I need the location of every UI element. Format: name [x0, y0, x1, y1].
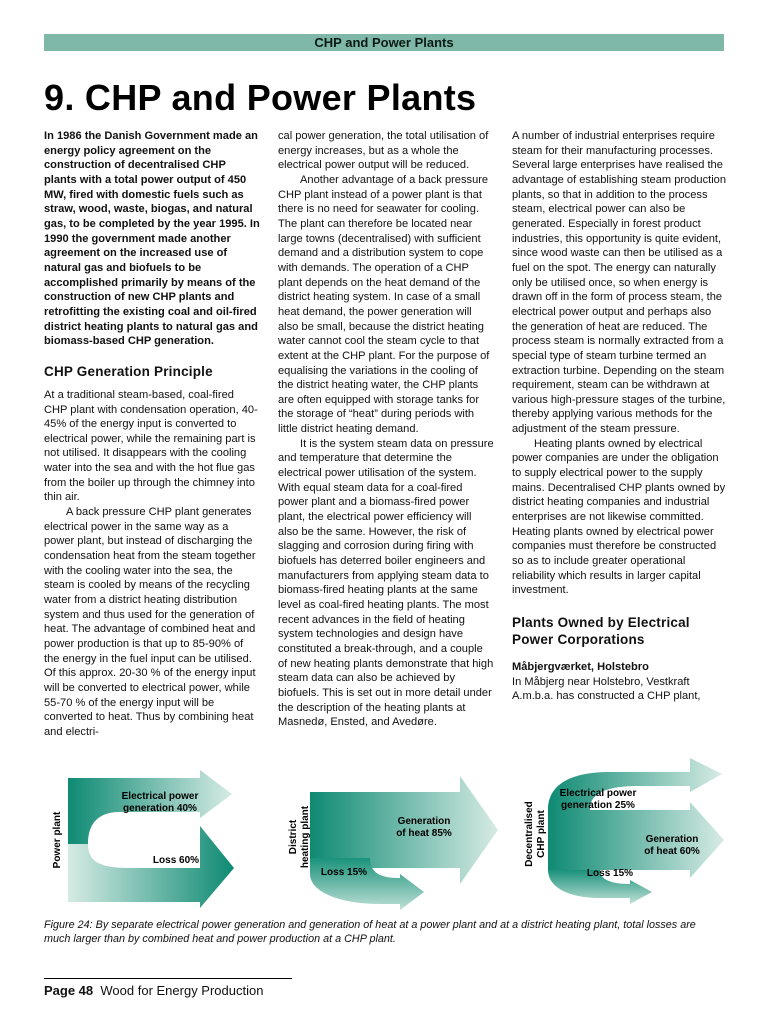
publication-title: Wood for Energy Production — [100, 983, 264, 998]
label-electrical: Electrical power — [121, 791, 199, 802]
label-generation: Generation — [397, 816, 451, 827]
paragraph: cal power generation, the total utilisation of energy increases, but as a whole the electrical power output will be reduced. — [278, 130, 489, 172]
label-electrical-2: generation 40% — [123, 803, 197, 814]
label-loss-15: Loss 15% — [586, 868, 634, 879]
energy-flow-figure — [0, 752, 768, 912]
label-chp-plant: CHP plant — [536, 810, 547, 858]
heading-plants-owned: Plants Owned by Electrical Power Corporations — [512, 615, 690, 647]
intro-paragraph: In 1986 the Danish Government made an energy policy agreement on the construction of decentralised CHP plants with a total power output of 450 MW, fired with domestic fuels such as straw, wood, waste, biogas, and natural gas, to be completed by the year 1995. In 1990 the government made another agreement on the increased use of natural gas and biofuels to be accomplished primarily by means of the construction of new CHP plants and retrofitting the existing coal and oil-fired district heating plants to natural gas and biomass-based CHP generation. — [44, 130, 260, 348]
heading-chp-generation-principle: CHP Generation Principle — [44, 363, 213, 379]
label-loss-15: Loss 15% — [320, 867, 368, 878]
diagram-chp-plant — [524, 758, 724, 904]
column-2 — [278, 129, 494, 730]
label-loss: Loss 60% — [152, 855, 200, 866]
page-number: Page 48 — [44, 983, 94, 998]
section-banner: CHP and Power Plants — [44, 34, 724, 51]
arrow-loss — [68, 826, 234, 908]
figure-caption: Figure 24: By separate electrical power generation and generation of heat at a power plant and at a district heating plant, total losses are much larger than by combined heat and power production at a CHP plant. — [44, 919, 696, 945]
footer-rule — [44, 978, 292, 979]
label-generation: Generation — [645, 834, 699, 845]
label-heat-85: of heat 85% — [396, 828, 452, 839]
label-electrical: Electrical power — [559, 788, 637, 799]
label-heat-60: of heat 60% — [644, 846, 700, 857]
diagram-power-plant — [40, 770, 234, 908]
paragraph: In Måbjerg near Holstebro, Vestkraft A.m.b.a. has constructed a CHP plant, — [512, 675, 701, 703]
label-district: District — [288, 819, 299, 855]
footer — [44, 983, 263, 999]
diagram-district-heating — [288, 776, 498, 910]
label-decentralised: Decentralised — [524, 801, 535, 867]
paragraph: A number of industrial enterprises require steam for their manufacturing processes. Several large enterprises have realised the advantage of establishing steam production plants, so that in addition to the process steam, electrical power can also be generated. Especially in forest product industries, this opportunity is quite evident, since wood waste can then be utilised as a fuel on the spot. The energy can naturally only be utilised once, so when energy is drawn off in the form of process steam, the electrical power output and perhaps also the generation of heat are reduced. The process steam is normally extracted from a special type of steam turbine termed an extraction turbine. Depending on the steam requirement, steam can be withdrawn at various high-pressure stages of the turbine, thereby applying various methods for the adjustment of the steam pressure. — [512, 130, 727, 436]
paragraph: A back pressure CHP plant generates electrical power in the same way as a power plant, but instead of discharging the condensation heat from the steam together with the cooling water into the sea, the steam is cooled by means of the recycling water from a district heating distribution system and thus used for the generation of heat. The advantage of combined heat and power production is that up to 85-90% of the energy in the fuel input can be utilised. Of this approx. 20-30 % of the energy input will be converted to electrical power, while 55-70 % of the energy input will be converted to heat. Thus by combining heat and electri- — [44, 506, 256, 738]
paragraph: At a traditional steam-based, coal-fired CHP plant with condensation operation, 40-45% of the energy input is converted to electrical power, while the remaining part is not utilised. It disappears with the cooling water into the sea and with the hot flue gas from the boiler up through the chimney into thin air. — [44, 388, 258, 504]
page-title: 9. CHP and Power Plants — [44, 77, 477, 118]
paragraph: Heating plants owned by electrical power companies are under the obligation to supply electrical power to the supply mains. Decentralised CHP plants owned by district heating companies and industrial enterprises are not likewise committed. Heating plants owned by electrical power companies must therefore be constructed so as to include greater operational reliability which results in larger capital investment. — [512, 437, 726, 597]
column-3 — [512, 129, 728, 704]
label-electrical-25: generation 25% — [561, 800, 635, 811]
label-power-plant: Power plant — [52, 811, 63, 869]
column-1 — [44, 129, 260, 740]
paragraph: Another advantage of a back pressure CHP plant instead of a power plant is that there is no need for seawater for cooling. The plant can therefore be located near large towns (decentralised) with sufficient demand and a distribution system to cope with demands. The operation of a CHP plant depends on the heat demand of the district heating system. In case of a small heat demand, the power generation will also be small, because the district heating water cannot cool the steam cycle to that extent at the CHP plant. For the purpose of equalising the variations in the cooling of the district heating water, the CHP plants are often equipped with storage tanks for the storage of “heat” during periods with little district heating demand. — [278, 173, 490, 436]
subheading-mabjergvaerket: Måbjergværket, Holstebro — [512, 661, 649, 673]
paragraph: It is the system steam data on pressure and temperature that determine the electrical power utilisation of the system. With equal steam data for a coal-fired power plant and a biomass-fired power plant, the electrical power efficiency will also be the same. However, the risk of slagging and corrosion during firing with biofuels has deterred boiler engineers and manufacturers from applying steam data to biomass-fired heating plants at the same level as coal-fired heating plants. The most recent advances in the field of heating system technologies and design have constituted a break-through, and a couple of new heating plants demonstrate that high steam data can also be achieved by biofuels. This is set out in more detail under the description of the heating plants at Masnedø, Ensted, and Avedøre. — [278, 437, 494, 729]
label-heating-plant: heating plant — [300, 805, 311, 869]
